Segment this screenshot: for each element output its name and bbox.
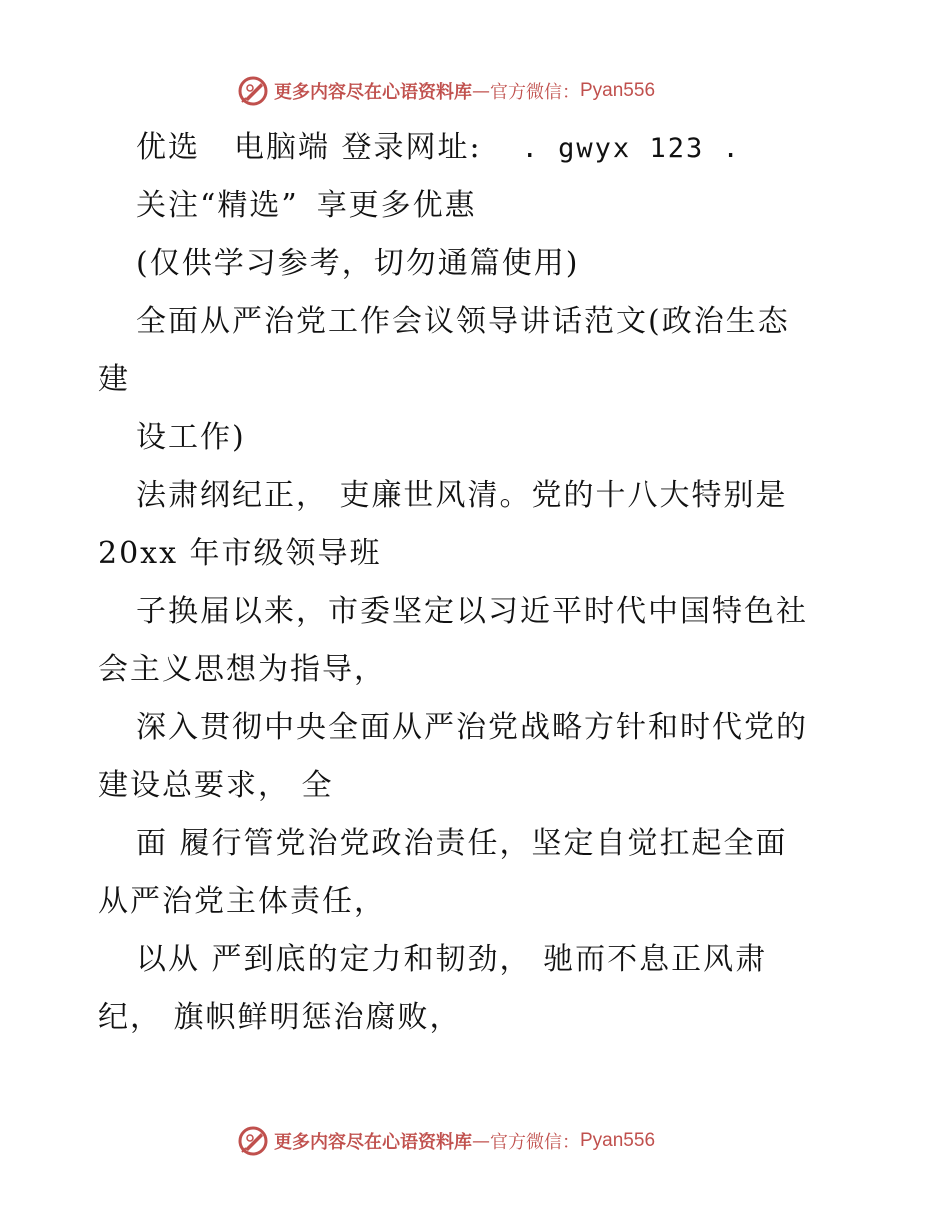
paragraph-5-line-2: 纪， 旗帜鲜明惩治腐败， <box>98 1000 462 1035</box>
paragraph-4-line-1: 面 履行管党治党政治责任，坚定自觉扛起全面 <box>136 826 788 861</box>
watermark-dash: — <box>472 1130 490 1152</box>
watermark-header <box>236 74 655 108</box>
paragraph-4-line-2: 从严治党主体责任， <box>98 884 386 919</box>
paragraph-1-line-1: 法肃纲纪正， 吏廉世风清。党的十八大特别是 <box>136 478 788 513</box>
watermark-site-text: 更多内容尽在心语资料库 <box>274 82 472 103</box>
paragraph-2-line-2: 会主义思想为指导， <box>98 652 386 687</box>
paragraph-5-line-1: 以从 严到底的定力和韧劲， 驰而不息正风肃 <box>136 942 768 977</box>
watermark-wechat-label: 官方微信： <box>490 82 580 103</box>
header-line-1-label: 电脑端 登录网址: <box>234 130 482 165</box>
watermark-wechat-label: 官方微信： <box>490 1132 580 1153</box>
document-title-line-3: 设工作) <box>136 420 246 455</box>
red-quill-emblem-icon <box>236 74 270 108</box>
paragraph-1-line-2: 20xx 年市级领导班 <box>98 536 382 571</box>
header-disclaimer: (仅供学习参考，切勿通篇使用) <box>136 246 580 281</box>
watermark-wechat-id: Pyan556 <box>580 1130 656 1151</box>
header-line-1 <box>136 128 741 169</box>
document-title-line-1: 全面从严治党工作会议领导讲话范文(政治生态 <box>136 304 790 339</box>
paragraph-3-line-2: 建设总要求， 全 <box>98 768 334 803</box>
watermark-site-text: 更多内容尽在心语资料库 <box>274 1132 472 1153</box>
header-line-2 <box>136 186 477 226</box>
red-quill-emblem-icon <box>236 1124 270 1158</box>
paragraph-3-line-1: 深入贯彻中央全面从严治党战略方针和时代党的 <box>136 710 808 745</box>
watermark-dash: — <box>472 80 490 102</box>
header-line-2-offer: 享更多优惠 <box>316 188 477 223</box>
document-title-line-2: 建 <box>98 362 130 397</box>
watermark-wechat-id: Pyan556 <box>580 80 656 101</box>
paragraph-2-line-1: 子换届以来，市委坚定以习近平时代中国特色社 <box>136 594 808 629</box>
header-line-1-prefix: 优选 <box>136 130 200 165</box>
header-url: . gwyx 123 . <box>521 133 741 164</box>
header-line-2-quote: 关注“精选” <box>136 188 299 223</box>
watermark-footer <box>236 1124 655 1158</box>
